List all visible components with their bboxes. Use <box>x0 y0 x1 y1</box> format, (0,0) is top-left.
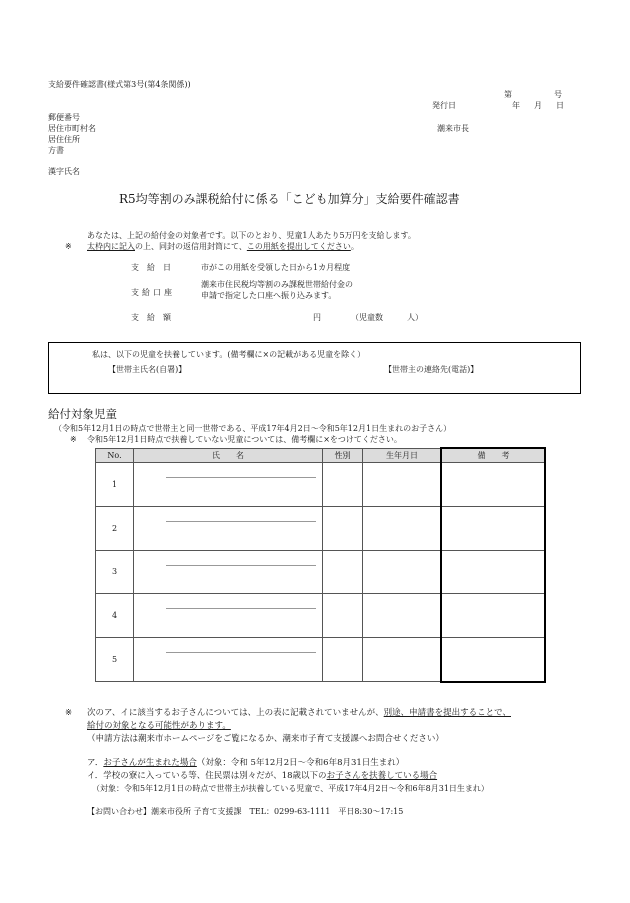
municipality-label: 居住市町村名 <box>48 124 96 133</box>
child-name-field[interactable] <box>134 506 323 550</box>
child-birthdate-field[interactable] <box>363 594 442 638</box>
issue-day: 日 <box>556 101 564 110</box>
child-birthdate-field[interactable] <box>363 550 442 594</box>
case-b-underlined: お子さんを扶養している場合 <box>326 771 438 781</box>
col-name: 氏 名 <box>134 449 323 463</box>
child-name-field[interactable] <box>134 594 323 638</box>
address-extra-label: 方書 <box>48 146 64 155</box>
child-remarks-field[interactable] <box>442 638 546 682</box>
section-heading: 給付対象児童 <box>48 407 117 421</box>
payment-date-label: 支 給 日 <box>131 263 171 272</box>
payment-amount-label: 支 給 額 <box>131 313 171 322</box>
case-a-rest: （対象：令和 5年12月2日～令和6年8月31日生まれ） <box>196 758 405 768</box>
footer-para-3: （申請方法は潮来市ホームページをご覧になるか、潮来市子育て支援課へお問合せください） <box>87 734 444 744</box>
footer-para-1-b: 別途、申請書を提出することで、 <box>383 708 511 718</box>
payment-account-value-1: 潮来市住民税均等割のみ課税世帯給付金の <box>201 280 353 289</box>
case-b-detail: （対象：令和5年12月1日の時点で世帯主が扶養している児童で、平成17年4月2日～令和6年8月31日生まれ） <box>92 784 489 793</box>
intro-mark: ※ <box>65 242 72 251</box>
number-dai: 第 <box>504 90 512 99</box>
child-sex-field[interactable] <box>323 594 363 638</box>
child-birthdate-field[interactable] <box>363 506 442 550</box>
form-id: 支給要件確認書(様式第3号(第4条関係)) <box>48 80 191 89</box>
table-row <box>96 550 546 594</box>
row-number: 4 <box>96 594 134 638</box>
number-go: 号 <box>554 90 562 99</box>
case-b <box>87 771 437 782</box>
intro-line-1: あなたは、上記の給付金の対象者です。以下のとおり、児童1人あたり5万円を支給します。 <box>87 231 416 240</box>
table-row <box>96 506 546 550</box>
child-remarks-field[interactable] <box>442 594 546 638</box>
head-contact-field[interactable] <box>500 366 576 376</box>
intro-line-2-mid: の上、同封の返信用封筒にて、 <box>135 242 247 251</box>
kanji-name-label: 漢字氏名 <box>48 167 80 176</box>
payment-account-label: 支給口座 <box>131 288 175 297</box>
footer-para-1-a: 次のア、イに該当するお子さんについては、上の表に記載されていませんが、 <box>87 708 384 718</box>
col-sex: 性別 <box>323 449 363 463</box>
section-note: 令和5年12月1日時点で扶養していない児童については、備考欄に×をつけてください。 <box>87 435 402 444</box>
issue-month: 月 <box>534 101 542 110</box>
child-sex-field[interactable] <box>323 463 363 507</box>
document-title: R5均等割のみ課税給付に係る「こども加算分」支給要件確認書 <box>119 192 460 206</box>
child-birthdate-field[interactable] <box>363 463 442 507</box>
yen-unit: 円 <box>313 313 321 322</box>
col-no: No. <box>96 449 134 463</box>
intro-line-2-end: 。 <box>350 242 359 251</box>
footer-para-2: 給付の対象となる可能性があります。 <box>87 721 231 731</box>
row-number: 2 <box>96 506 134 550</box>
child-name-field[interactable] <box>134 463 323 507</box>
children-table <box>95 448 546 682</box>
section-sub: （令和5年12月1日の時点で世帯主と同一世帯である、平成17年4月2日～令和5年12月1日生まれのお子さん） <box>54 424 452 433</box>
child-birthdate-field[interactable] <box>363 638 442 682</box>
child-sex-field[interactable] <box>323 550 363 594</box>
head-name-field[interactable] <box>250 366 370 376</box>
row-number: 5 <box>96 638 134 682</box>
table-row <box>96 594 546 638</box>
case-a-underlined: お子さんが生まれた場合 <box>103 758 197 768</box>
case-a-prefix: ア． <box>87 758 104 768</box>
children-count: （児童数 人） <box>351 313 423 322</box>
child-remarks-field[interactable] <box>442 550 546 594</box>
payment-account-value-2: 申請で指定した口座へ振り込みます。 <box>201 291 337 300</box>
col-remarks: 備 考 <box>442 449 546 463</box>
child-remarks-field[interactable] <box>442 506 546 550</box>
child-sex-field[interactable] <box>323 506 363 550</box>
col-birthdate: 生年月日 <box>363 449 442 463</box>
submit-instruction: この用紙を提出してください <box>246 242 351 251</box>
head-name-label: 【世帯主氏名(自署)】 <box>108 365 187 374</box>
intro-line-2 <box>87 242 359 252</box>
declaration-text: 私は、以下の児童を扶養しています。(備考欄に×の記載がある児童を除く） <box>92 350 366 359</box>
fill-in-instruction: 太枠内に記入 <box>87 242 135 251</box>
child-sex-field[interactable] <box>323 638 363 682</box>
table-row <box>96 463 546 507</box>
footer-mark: ※ <box>65 708 73 718</box>
section-note-mark: ※ <box>70 435 77 444</box>
row-number: 1 <box>96 463 134 507</box>
table-row <box>96 638 546 682</box>
payment-date-value: 市がこの用紙を受領した日から1カ月程度 <box>201 263 351 272</box>
contact-info: 【お問い合わせ】潮来市役所 子育て支援課 TEL：0299-63-1111 平日8:30～17:15 <box>87 807 404 816</box>
head-contact-label: 【世帯主の連絡先(電話)】 <box>384 365 479 374</box>
case-a <box>87 758 404 769</box>
child-name-field[interactable] <box>134 550 323 594</box>
case-b-prefix: イ．学校の寮に入っている等、住民票は別々だが、18歳以下の <box>87 771 327 781</box>
child-remarks-field[interactable] <box>442 463 546 507</box>
postal-code-label: 郵便番号 <box>48 113 80 122</box>
issue-date-label: 発行日 <box>432 101 456 110</box>
issuer: 潮来市長 <box>437 124 469 133</box>
footer-para-1 <box>87 708 511 719</box>
issue-year: 年 <box>512 101 520 110</box>
row-number: 3 <box>96 550 134 594</box>
address-label: 居住住所 <box>48 135 80 144</box>
child-name-field[interactable] <box>134 638 323 682</box>
